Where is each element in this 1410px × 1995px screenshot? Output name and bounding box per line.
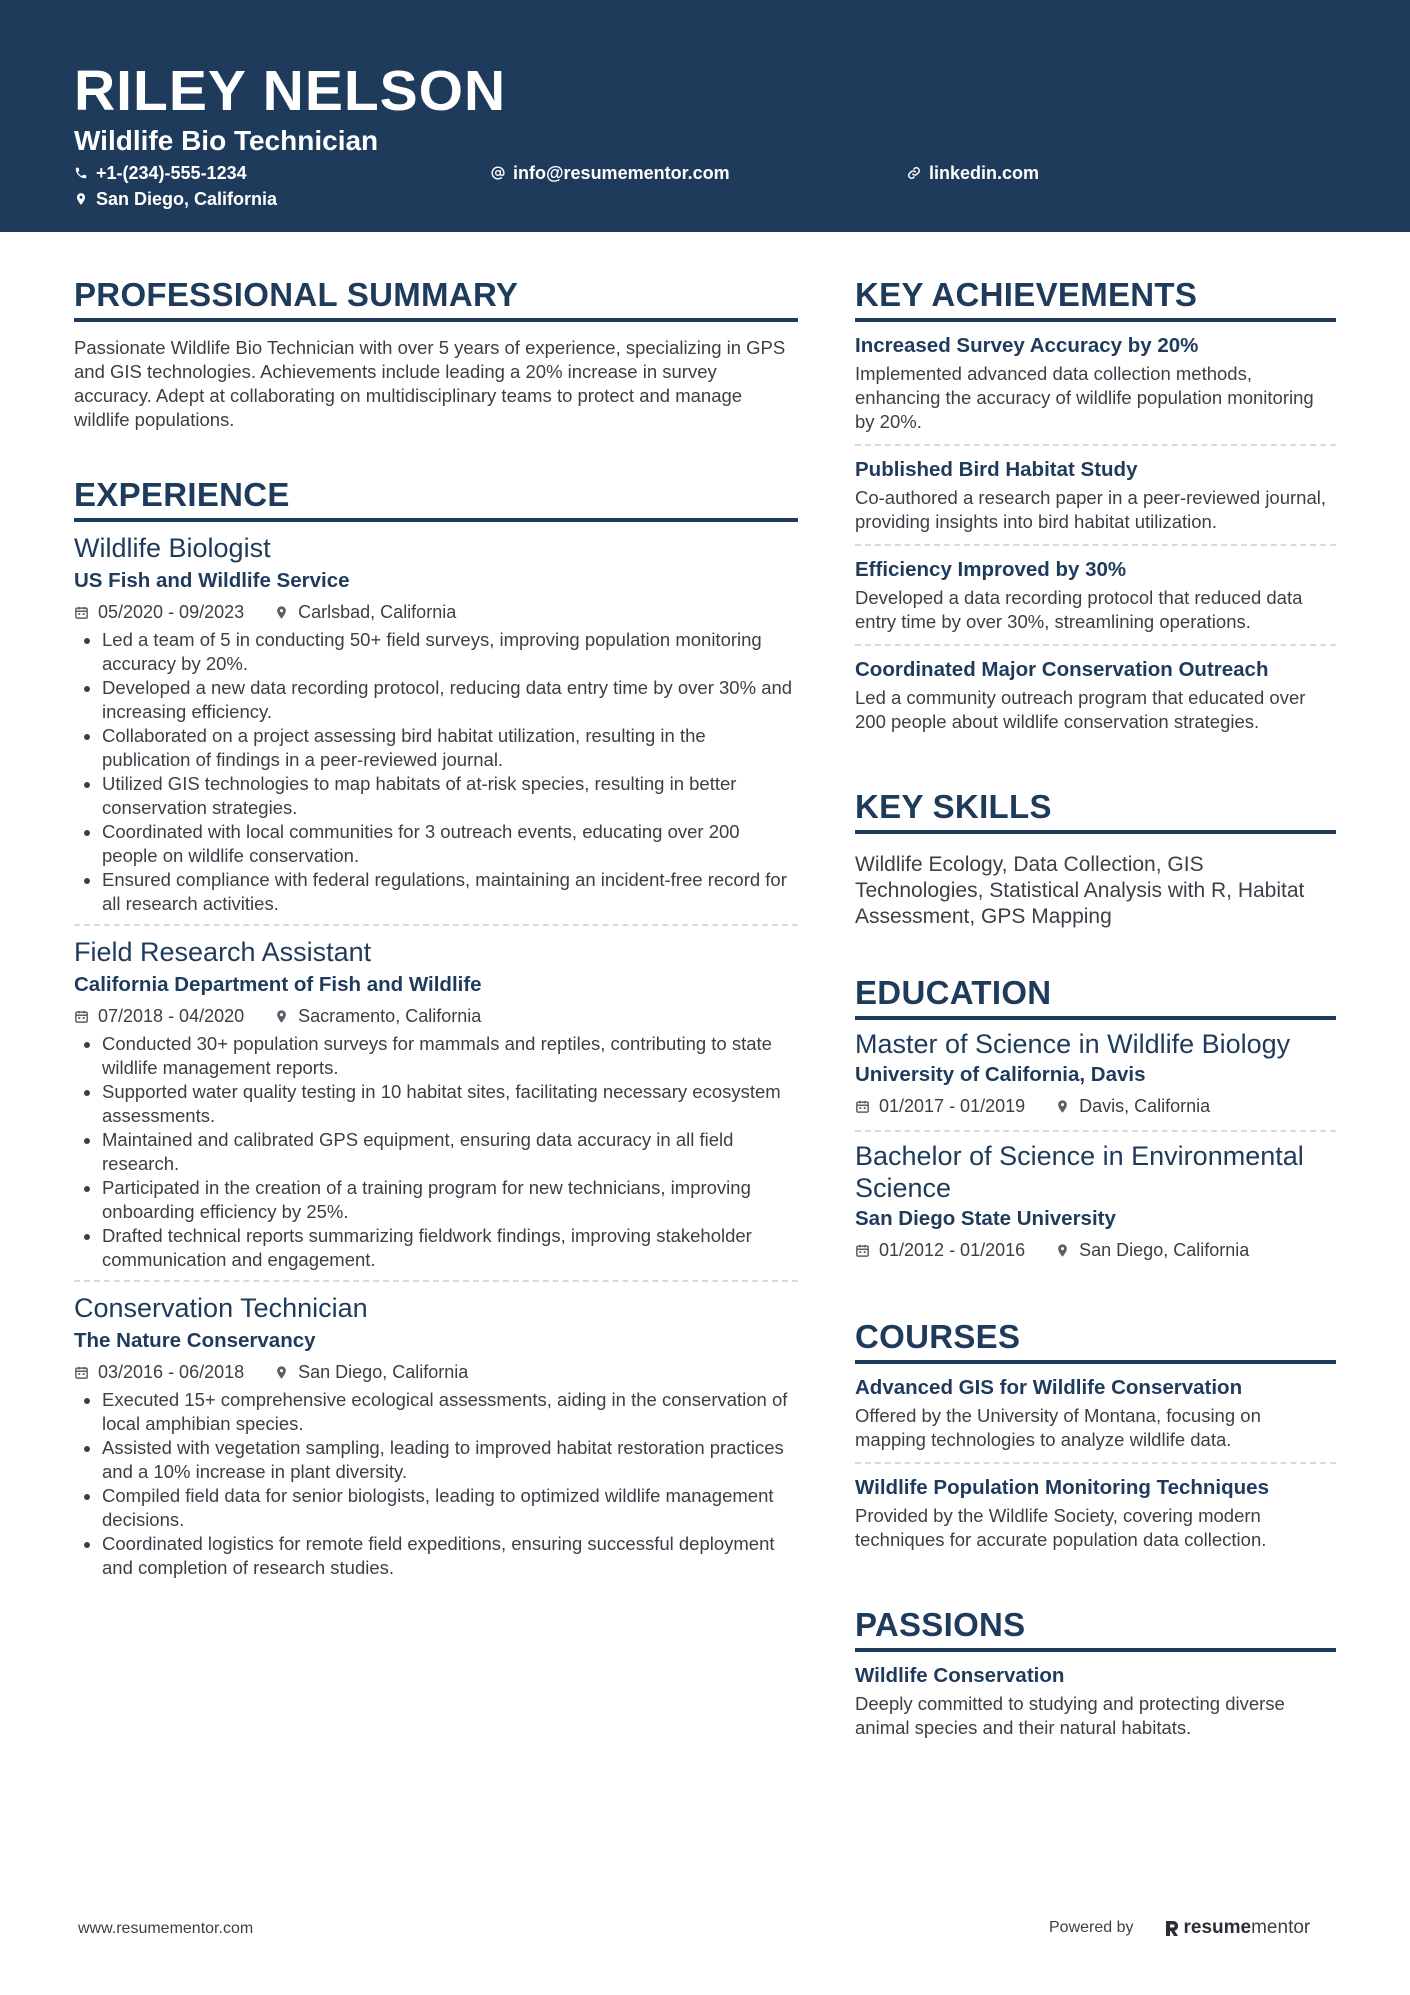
course-item <box>855 1364 1336 1464</box>
calendar-icon <box>74 1365 89 1380</box>
map-pin-icon <box>1055 1099 1070 1114</box>
job-bullet: • Supported water quality testing in 10 habitat sites, facilitating necessary ecosystem assessments. <box>102 1080 798 1128</box>
job-bullets <box>74 1388 798 1580</box>
job-bullet: • Drafted technical reports summarizing fieldwork findings, improving stakeholder communication and engagement. <box>102 1224 798 1272</box>
achievement-desc: Implemented advanced data collection methods, enhancing the accuracy of wildlife population monitoring by 20%. <box>855 363 1314 432</box>
job-bullet: • Compiled field data for senior biologists, leading to optimized wildlife management decisions. <box>102 1484 798 1532</box>
achievement-title: Increased Survey Accuracy by 20% <box>855 334 1199 357</box>
passion-item <box>855 1652 1336 1750</box>
resume-header <box>0 0 1410 232</box>
education-meta <box>855 1092 1336 1120</box>
job-bullet: • Utilized GIS technologies to map habitats of at-risk species, resulting in better conservation strategies. <box>102 772 798 820</box>
achievement-title: Efficiency Improved by 30% <box>855 558 1127 581</box>
education-school: University of California, Davis <box>855 1063 1146 1086</box>
job-title: Field Research Assistant <box>74 937 372 967</box>
contact-email[interactable] <box>491 161 730 185</box>
job-dates-text: 05/2020 - 09/2023 <box>98 602 245 622</box>
achievement-desc: Co-authored a research paper in a peer-reviewed journal, providing insights into bird habitat utilization. <box>855 487 1326 532</box>
calendar-icon <box>74 1009 89 1024</box>
job-company: US Fish and Wildlife Service <box>74 569 350 592</box>
email-text: info@resumementor.com <box>513 163 730 183</box>
linkedin-text: linkedin.com <box>929 163 1040 183</box>
education-meta <box>855 1236 1336 1264</box>
education-degree: Master of Science in Wildlife Biology <box>855 1029 1291 1059</box>
job-bullet: • Conducted 30+ population surveys for mammals and reptiles, contributing to state wildlife management reports. <box>102 1032 798 1080</box>
achievement-item <box>855 646 1336 744</box>
job-entry <box>74 1282 798 1588</box>
phone-text: +1-(234)-555-1234 <box>96 163 247 183</box>
contact-linkedin[interactable] <box>907 161 1039 185</box>
job-bullet: • Maintained and calibrated GPS equipment, ensuring data accuracy in all field research. <box>102 1128 798 1176</box>
job-entry <box>74 522 798 926</box>
achievements-section <box>855 272 1336 744</box>
education-school: San Diego State University <box>855 1207 1116 1230</box>
experience-section <box>74 472 798 1588</box>
course-title: Wildlife Population Monitoring Techniques <box>855 1476 1269 1499</box>
passions-heading: PASSIONS <box>855 1602 1336 1652</box>
education-dates-text: 01/2012 - 01/2016 <box>879 1240 1026 1260</box>
summary-heading: PROFESSIONAL SUMMARY <box>74 272 798 322</box>
job-bullet: • Developed a new data recording protocol, reducing data entry time by over 30% and increasing efficiency. <box>102 676 798 724</box>
job-meta <box>74 598 798 626</box>
map-pin-icon <box>74 192 88 206</box>
map-pin-icon <box>274 605 289 620</box>
job-bullet: • Ensured compliance with federal regulations, maintaining an incident-free record for all research activities. <box>102 868 798 916</box>
at-icon <box>491 166 505 180</box>
education-section <box>855 970 1336 1274</box>
location-text: San Diego, California <box>96 189 278 209</box>
education-dates <box>855 1092 1025 1120</box>
education-location-text: Davis, California <box>1079 1096 1211 1116</box>
job-dates <box>74 598 244 626</box>
job-company: The Nature Conservancy <box>74 1329 316 1352</box>
job-dates-text: 07/2018 - 04/2020 <box>98 1006 245 1026</box>
job-bullet: • Assisted with vegetation sampling, leading to improved habitat restoration practices and a 10% increase in plant diversity. <box>102 1436 798 1484</box>
education-location-text: San Diego, California <box>1079 1240 1250 1260</box>
brand-bold: resume <box>1183 1917 1252 1938</box>
passion-title: Wildlife Conservation <box>855 1664 1065 1687</box>
passions-section <box>855 1602 1336 1750</box>
course-desc: Offered by the University of Montana, focusing on mapping technologies to analyze wildlife data. <box>855 1405 1261 1450</box>
job-bullets <box>74 628 798 916</box>
job-meta <box>74 1358 798 1386</box>
education-degree: Bachelor of Science in Environmental Science <box>855 1141 1304 1203</box>
education-dates-text: 01/2017 - 01/2019 <box>879 1096 1026 1116</box>
footer-website[interactable]: www.resumementor.com <box>78 1920 254 1937</box>
skills-heading: KEY SKILLS <box>855 784 1336 834</box>
calendar-icon <box>855 1243 870 1258</box>
achievement-desc: Led a community outreach program that educated over 200 people about wildlife conservation strategies. <box>855 687 1306 732</box>
achievement-item <box>855 322 1336 446</box>
job-dates-text: 03/2016 - 06/2018 <box>98 1362 245 1382</box>
courses-section <box>855 1314 1336 1562</box>
achievement-title: Published Bird Habitat Study <box>855 458 1138 481</box>
contact-location <box>74 187 277 211</box>
job-bullets <box>74 1032 798 1272</box>
job-title: Conservation Technician <box>74 1293 368 1323</box>
contact-phone[interactable] <box>74 161 247 185</box>
candidate-name: RILEY NELSON <box>74 59 507 123</box>
job-dates <box>74 1358 244 1386</box>
job-bullet: • Coordinated logistics for remote field expeditions, ensuring successful deployment and completion of research studies. <box>102 1532 798 1580</box>
job-location <box>274 1002 481 1030</box>
skills-text: Wildlife Ecology, Data Collection, GIS Technologies, Statistical Analysis with R, Habitat Assessment, GPS Mapping <box>855 853 1305 928</box>
job-bullet: • Led a team of 5 in conducting 50+ field surveys, improving population monitoring accuracy by 20%. <box>102 628 798 676</box>
resumementor-logo-icon <box>1164 1919 1180 1937</box>
job-location-text: Carlsbad, California <box>298 602 457 622</box>
education-location <box>1055 1236 1249 1264</box>
job-meta <box>74 1002 798 1030</box>
job-bullet: • Coordinated with local communities for 3 outreach events, educating over 200 people on wildlife conservation. <box>102 820 798 868</box>
footer-branding <box>1049 1917 1310 1939</box>
skills-section <box>855 784 1336 930</box>
course-item <box>855 1464 1336 1562</box>
job-entry <box>74 926 798 1282</box>
brand-light: mentor <box>1251 1917 1311 1938</box>
achievement-title: Coordinated Major Conservation Outreach <box>855 658 1269 681</box>
course-title: Advanced GIS for Wildlife Conservation <box>855 1376 1243 1399</box>
achievement-item <box>855 546 1336 646</box>
calendar-icon <box>855 1099 870 1114</box>
summary-section <box>74 272 798 432</box>
achievement-desc: Developed a data recording protocol that reduced data entry time by over 30%, streamlining operations. <box>855 587 1303 632</box>
calendar-icon <box>74 605 89 620</box>
map-pin-icon <box>1055 1243 1070 1258</box>
job-location-text: San Diego, California <box>298 1362 469 1382</box>
job-location <box>274 1358 468 1386</box>
map-pin-icon <box>274 1365 289 1380</box>
experience-heading: EXPERIENCE <box>74 472 798 522</box>
job-location-text: Sacramento, California <box>298 1006 482 1026</box>
passion-desc: Deeply committed to studying and protecting diverse animal species and their natural habitats. <box>855 1693 1285 1738</box>
job-title: Wildlife Biologist <box>74 533 271 563</box>
job-company: California Department of Fish and Wildlife <box>74 973 482 996</box>
left-column <box>74 272 798 1628</box>
achievements-heading: KEY ACHIEVEMENTS <box>855 272 1336 322</box>
achievement-item <box>855 446 1336 546</box>
link-icon <box>907 166 921 180</box>
job-bullet: • Participated in the creation of a training program for new technicians, improving onboarding efficiency by 25%. <box>102 1176 798 1224</box>
education-location <box>1055 1092 1210 1120</box>
candidate-role: Wildlife Bio Technician <box>74 125 379 156</box>
powered-by-label: Powered by <box>1049 1919 1134 1936</box>
job-bullet: • Executed 15+ comprehensive ecological assessments, aiding in the conservation of local amphibian species. <box>102 1388 798 1436</box>
course-desc: Provided by the Wildlife Society, covering modern techniques for accurate population data collection. <box>855 1505 1267 1550</box>
education-item <box>855 1020 1336 1132</box>
summary-text: Passionate Wildlife Bio Technician with over 5 years of experience, specializing in GPS and GIS technologies. Achievements include leading a 20% increase in survey accuracy. Adept at collaborating on multidisciplinary teams to protect and manage wildlife populations. <box>74 337 786 430</box>
courses-heading: COURSES <box>855 1314 1336 1364</box>
map-pin-icon <box>274 1009 289 1024</box>
right-column <box>855 272 1336 1790</box>
brand-logo[interactable] <box>1164 1917 1311 1939</box>
job-bullet: • Collaborated on a project assessing bird habitat utilization, resulting in the publication of findings in a peer-reviewed journal. <box>102 724 798 772</box>
education-item <box>855 1132 1336 1274</box>
job-location <box>274 598 456 626</box>
education-heading: EDUCATION <box>855 970 1336 1020</box>
education-dates <box>855 1236 1025 1264</box>
phone-icon <box>74 166 88 180</box>
job-dates <box>74 1002 244 1030</box>
